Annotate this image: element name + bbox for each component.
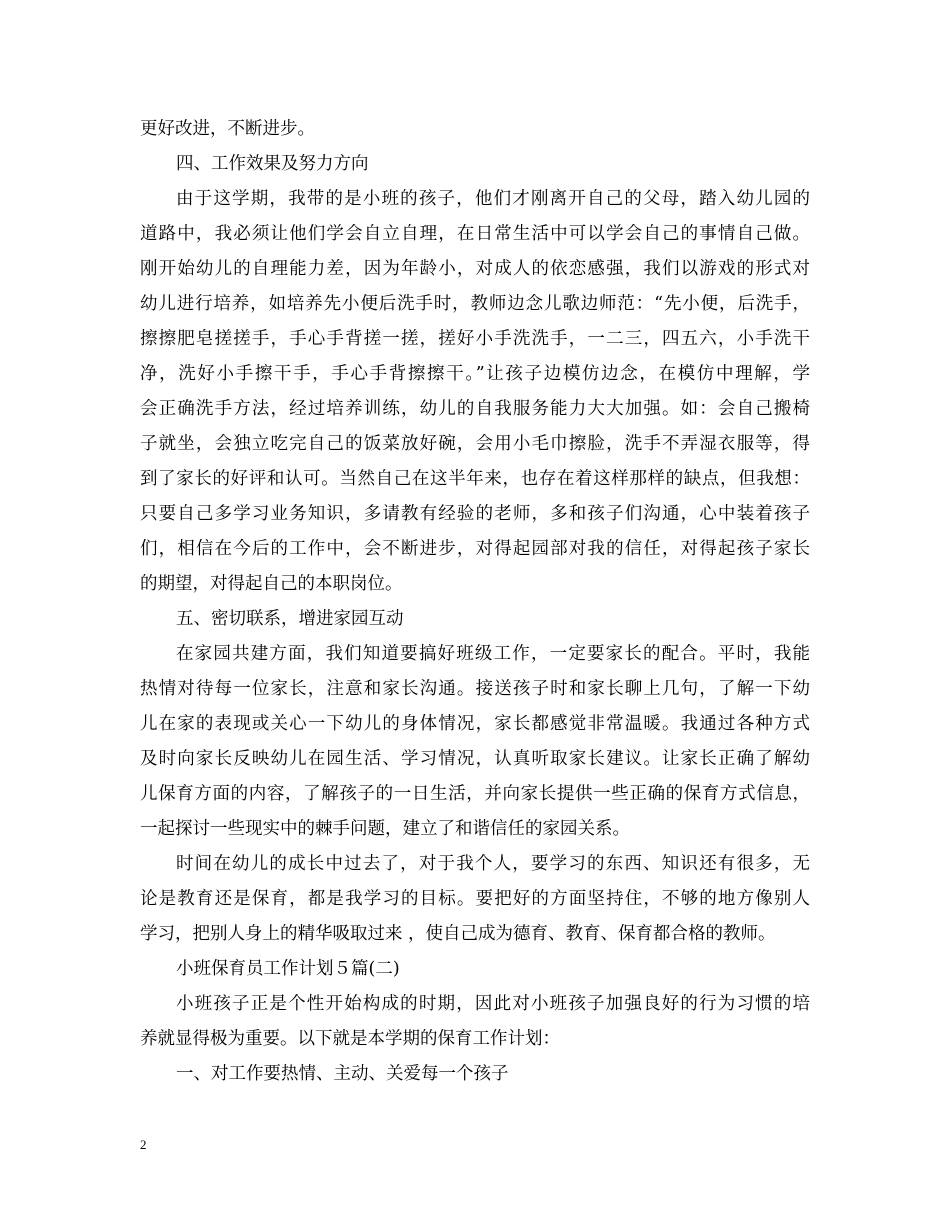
paragraph-line: 到了家长的好评和认可。当然自己在这半年来，也存在着这样那样的缺点，但我想： bbox=[140, 469, 810, 489]
paragraph-line: 儿在家的表现或关心一下幼儿的身体情况，家长都感觉非常温暖。我通过各种方式 bbox=[140, 714, 810, 734]
paragraph-line: 及时向家长反映幼儿在园生活、学习情况，认真听取家长建议。让家长正确了解幼 bbox=[140, 749, 810, 769]
paragraph-line: 会正确洗手方法，经过培养训练，幼儿的自我服务能力大大加强。如：会自己搬椅 bbox=[140, 399, 810, 419]
page-number: 2 bbox=[140, 1137, 147, 1152]
paragraph-line: 刚开始幼儿的自理能力差，因为年龄小，对成人的依恋感强，我们以游戏的形式对 bbox=[140, 259, 810, 279]
paragraph-line: 热情对待每一位家长，注意和家长沟通。接送孩子时和家长聊上几句，了解一下幼 bbox=[140, 679, 810, 699]
paragraph-line: 儿保育方面的内容，了解孩子的一日生活，并向家长提供一些正确的保育方式信息， bbox=[140, 784, 810, 804]
paragraph-line: 更好改进，不断进步。 bbox=[140, 119, 315, 139]
paragraph-line: 净，洗好小手擦干手，手心手背擦擦干。”让孩子边模仿边念，在模仿中理解，学 bbox=[140, 364, 810, 384]
paragraph-line: 的期望，对得起自己的本职岗位。 bbox=[140, 574, 403, 594]
section-heading: 四、工作效果及努力方向 bbox=[176, 154, 369, 174]
paragraph-line: 养就显得极为重要。以下就是本学期的保育工作计划： bbox=[140, 1029, 560, 1049]
paragraph-line: 只要自己多学习业务知识，多请教有经验的老师，多和孩子们沟通，心中装着孩子 bbox=[140, 504, 810, 524]
section-heading: 小班保育员工作计划５篇(二) bbox=[176, 959, 400, 979]
section-heading: 五、密切联系，增进家园互动 bbox=[176, 609, 404, 629]
paragraph-line: 小班孩子正是个性开始构成的时期，因此对小班孩子加强良好的行为习惯的培 bbox=[176, 994, 810, 1014]
paragraph-line: 学习，把别人身上的精华吸取过来 ，使自己成为德育、教育、保育都合格的教师。 bbox=[140, 924, 776, 944]
paragraph-line: 道路中，我必须让他们学会自立自理，在日常生活中可以学会自己的事情自己做。 bbox=[140, 224, 810, 244]
paragraph-line: 一起探讨一些现实中的棘手问题，建立了和谐信任的家园关系。 bbox=[140, 819, 630, 839]
paragraph-line: 们，相信在今后的工作中，会不断进步，对得起园部对我的信任，对得起孩子家长 bbox=[140, 539, 810, 559]
paragraph-line: 擦擦肥皂搓搓手，手心手背搓一搓，搓好小手洗洗手，一二三，四五六，小手洗干 bbox=[140, 329, 810, 349]
paragraph-line: 幼儿进行培养，如培养先小便后洗手时，教师边念儿歌边师范：“先小便，后洗手， bbox=[140, 294, 810, 314]
paragraph-line: 在家园共建方面，我们知道要搞好班级工作，一定要家长的配合。平时，我能 bbox=[176, 644, 810, 664]
section-heading: 一、对工作要热情、主动、关爱每一个孩子 bbox=[176, 1064, 509, 1084]
paragraph-line: 时间在幼儿的成长中过去了，对于我个人，要学习的东西、知识还有很多，无 bbox=[176, 854, 810, 874]
paragraph-line: 子就坐，会独立吃完自己的饭菜放好碗，会用小毛巾擦脸，洗手不弄湿衣服等，得 bbox=[140, 434, 810, 454]
paragraph-line: 由于这学期，我带的是小班的孩子，他们才刚离开自己的父母，踏入幼儿园的 bbox=[176, 189, 810, 209]
paragraph-line: 论是教育还是保育，都是我学习的目标。要把好的方面坚持住，不够的地方像别人 bbox=[140, 889, 810, 909]
